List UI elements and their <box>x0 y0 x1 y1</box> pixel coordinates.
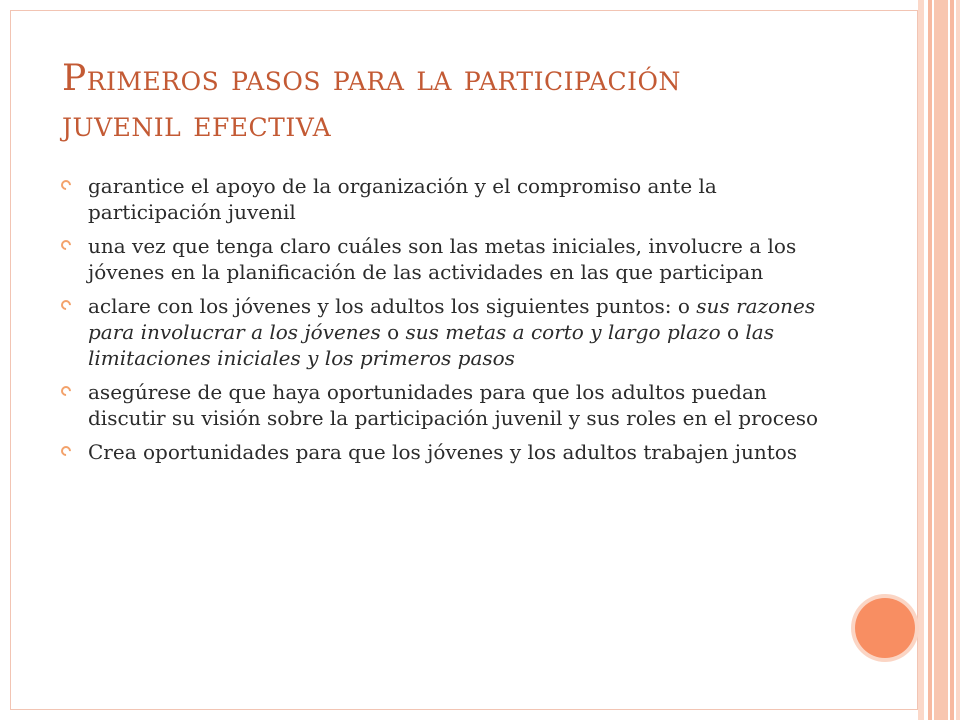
separator: o <box>727 320 740 344</box>
bullet-icon <box>59 178 73 192</box>
decorative-stripe <box>950 0 954 720</box>
decorative-circle <box>855 598 915 658</box>
bullet-text: asegúrese de que haya oportunidades para que los adultos puedan discutir su visión sobre la participación juvenil y sus roles en el proceso <box>88 380 819 430</box>
separator: o <box>677 294 690 318</box>
bullet-list <box>60 173 850 473</box>
bullet-item <box>60 439 850 465</box>
bullet-subitem: sus metas a corto y largo plazo <box>405 320 721 344</box>
bullet-icon <box>59 444 73 458</box>
bullet-item <box>60 233 850 285</box>
bullet-text-lead: aclare con los jóvenes y los adultos los siguientes puntos: <box>88 294 672 318</box>
bullet-item <box>60 173 850 225</box>
bullet-icon <box>59 298 73 312</box>
bullet-text: garantice el apoyo de la organización y el compromiso ante la participación juvenil <box>88 174 717 224</box>
decorative-stripe <box>956 0 960 720</box>
separator: o <box>387 320 400 344</box>
bullet-item <box>60 379 850 431</box>
bullet-icon <box>59 384 73 398</box>
bullet-text: Crea oportunidades para que los jóvenes y los adultos trabajen juntos <box>88 440 798 464</box>
decorative-stripe <box>928 0 932 720</box>
bullet-subitem: las limitaciones iniciales y los primeros pasos <box>88 320 774 370</box>
bullet-subitem: sus razones para involucrar a los jóvenes <box>88 294 816 344</box>
bullet-icon <box>59 238 73 252</box>
title-line-1: Primeros pasos para la participación <box>62 58 681 99</box>
bullet-item <box>60 293 850 371</box>
decorative-stripe <box>934 0 948 720</box>
bullet-text: una vez que tenga claro cuáles son las metas iniciales, involucre a los jóvenes en la planificación de las actividades en las que participan <box>88 234 797 284</box>
slide-title <box>62 56 842 148</box>
title-line-2: juvenil efectiva <box>62 104 332 145</box>
decorative-stripe <box>918 0 924 720</box>
